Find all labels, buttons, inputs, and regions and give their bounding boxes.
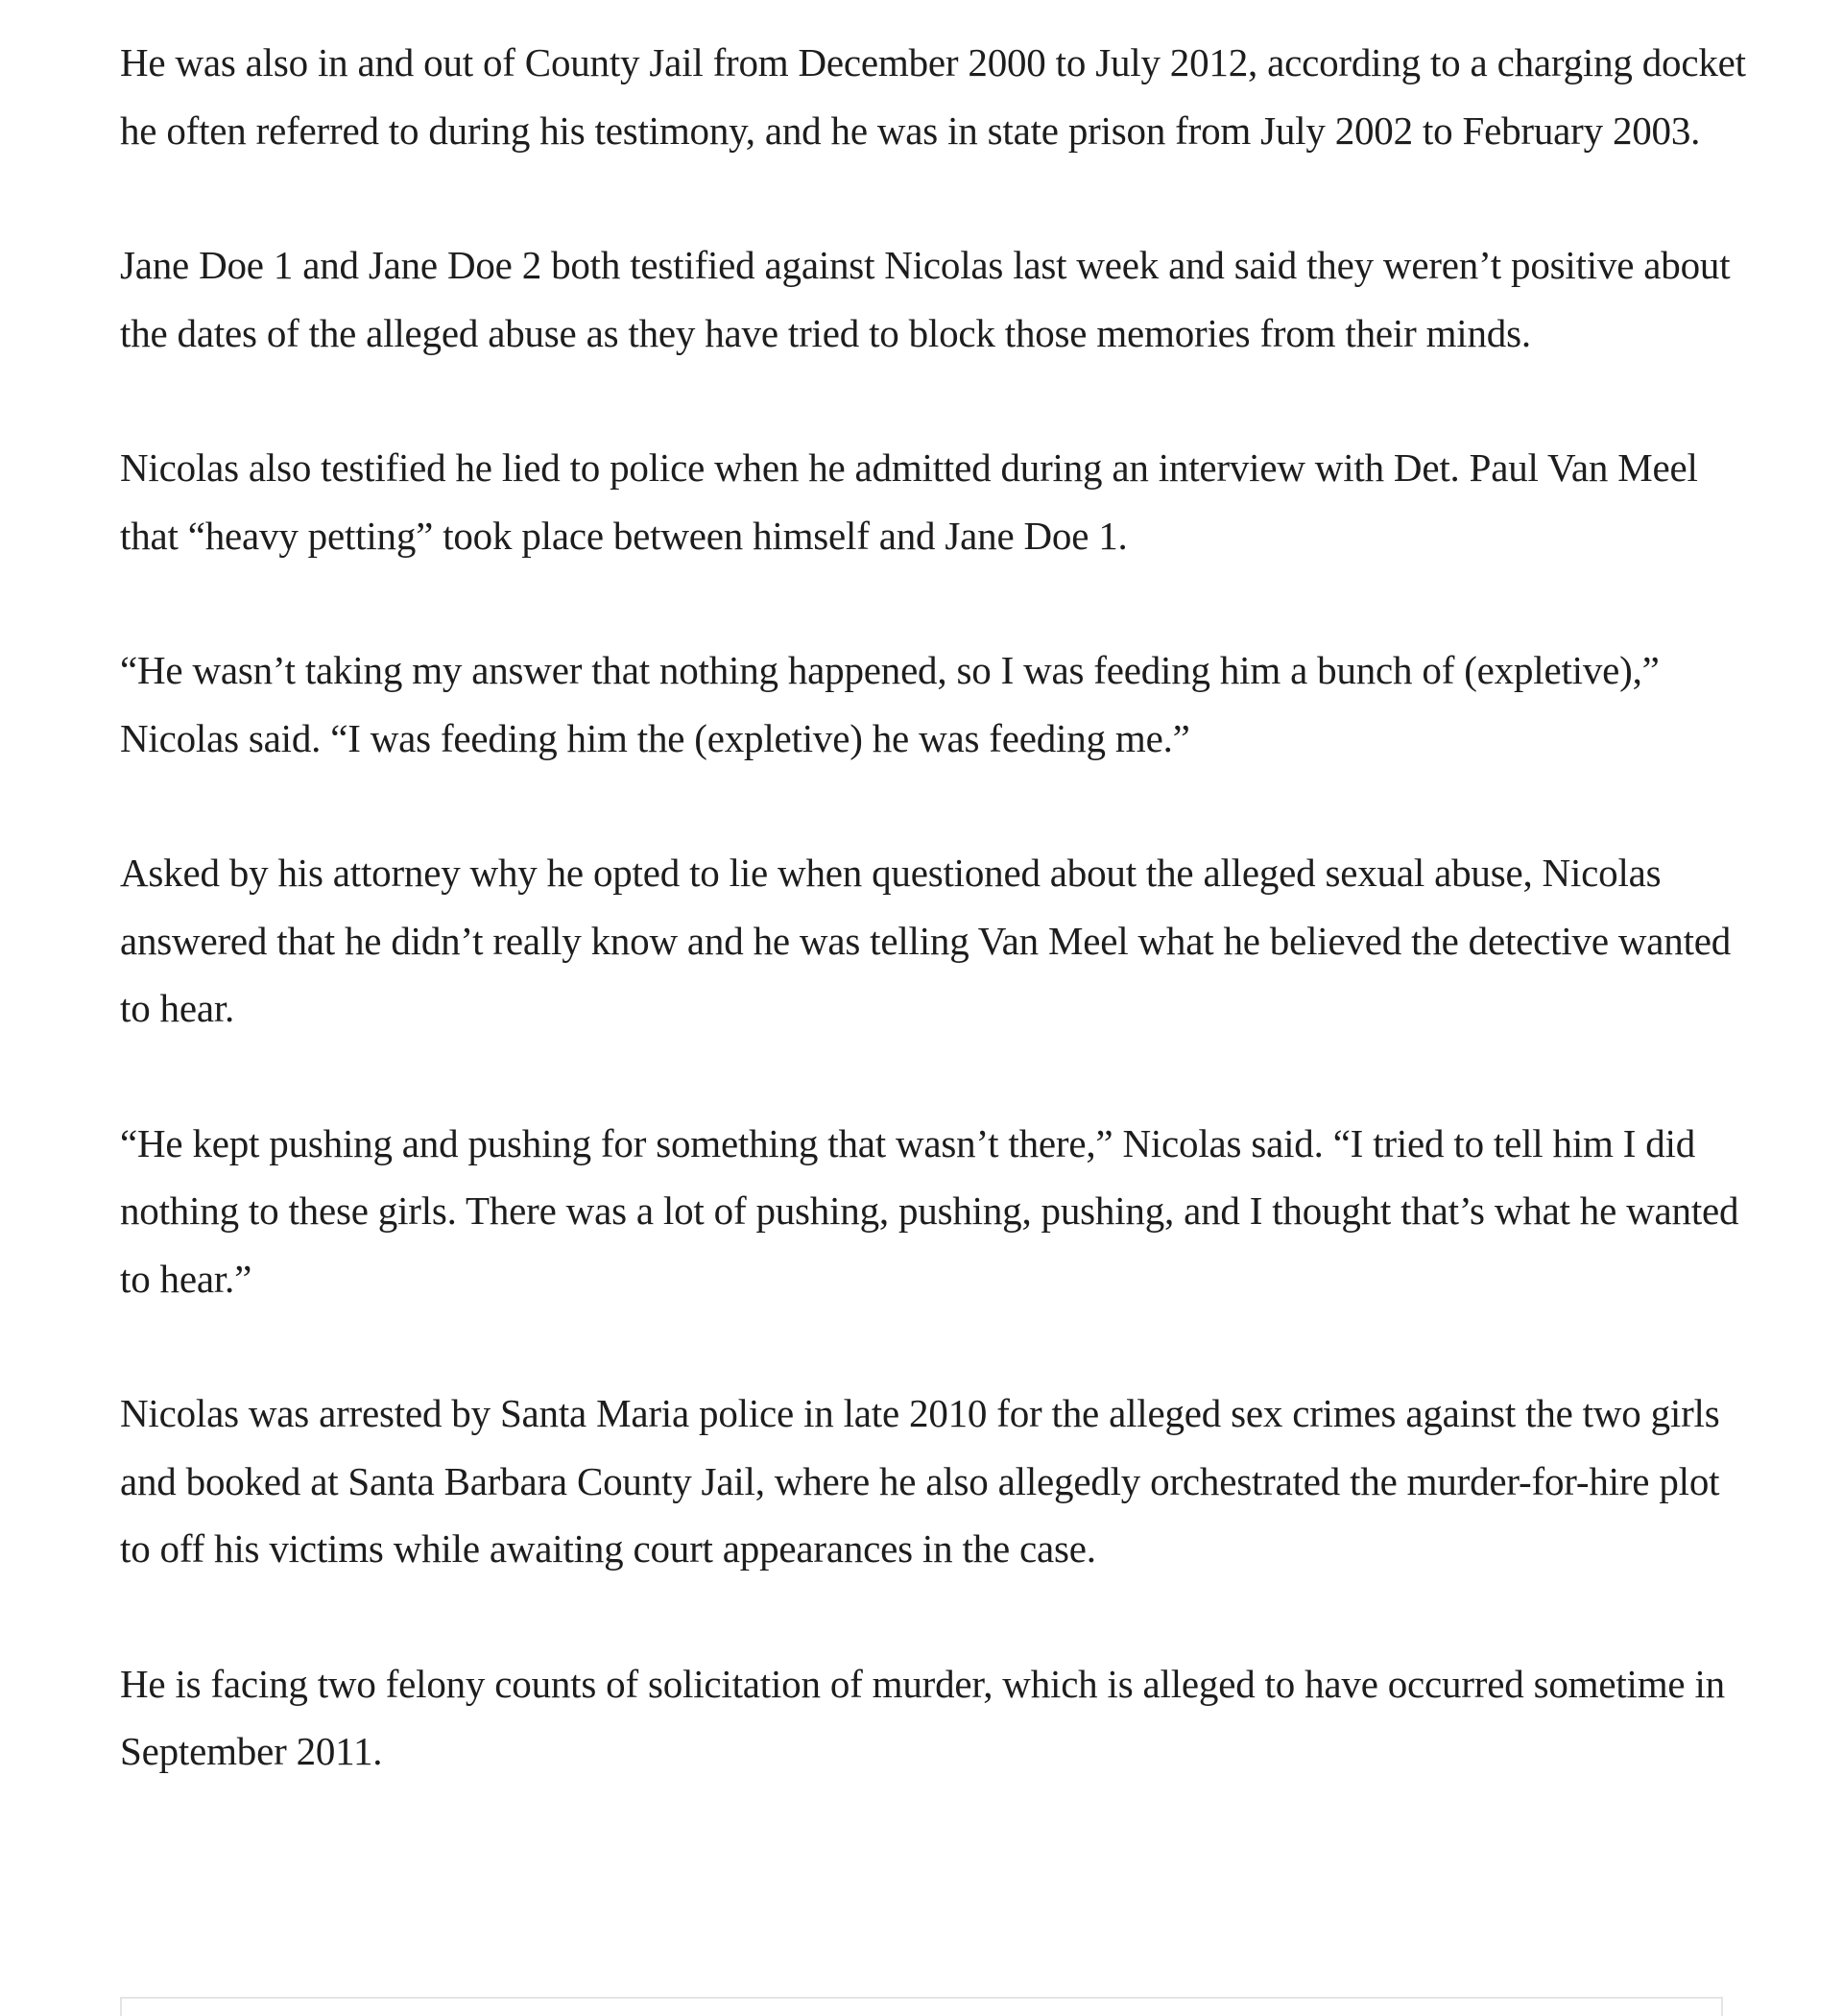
article-paragraph-1: He was also in and out of County Jail from December 2000 to July 2012, according to a charging docket he often referred to during his testimony, and he was in state prison from July 2002 to February 2003. <box>120 40 1746 153</box>
article-paragraph-2: Jane Doe 1 and Jane Doe 2 both testified against Nicolas last week and said they weren’t positive about the dates of the alleged abuse as they have tried to block those memories from their minds. <box>120 243 1731 355</box>
article-paragraph-7: Nicolas was arrested by Santa Maria police in late 2010 for the alleged sex crimes against the two girls and booked at Santa Barbara County Jail, where he also allegedly orchestrated the murder-for-hire plot to off his victims while awaiting court appearances in the case. <box>120 1391 1720 1571</box>
article-paragraph-5: Asked by his attorney why he opted to lie when questioned about the alleged sexual abuse, Nicolas answered that he didn’t really know and he was telling Van Meel what he believed the detective wanted to hear. <box>120 851 1732 1030</box>
embedded-content-box <box>120 1997 1723 2016</box>
article-paragraph-3: Nicolas also testified he lied to police when he admitted during an interview with Det. Paul Van Meel that “heavy petting” took place between himself and Jane Doe 1. <box>120 445 1698 558</box>
article-body <box>120 29 1752 1853</box>
article-paragraph-8: He is facing two felony counts of solicitation of murder, which is alleged to have occurred sometime in September 2011. <box>120 1661 1725 1773</box>
article-paragraph-6: “He kept pushing and pushing for something that wasn’t there,” Nicolas said. “I tried to tell him I did nothing to these girls. There was a lot of pushing, pushing, pushing, and I thought that’s what he wanted to hear.” <box>120 1120 1739 1301</box>
article-paragraph-4: “He wasn’t taking my answer that nothing happened, so I was feeding him a bunch of (expletive),” Nicolas said. “I was feeding him the (expletive) he was feeding me.” <box>120 648 1660 760</box>
